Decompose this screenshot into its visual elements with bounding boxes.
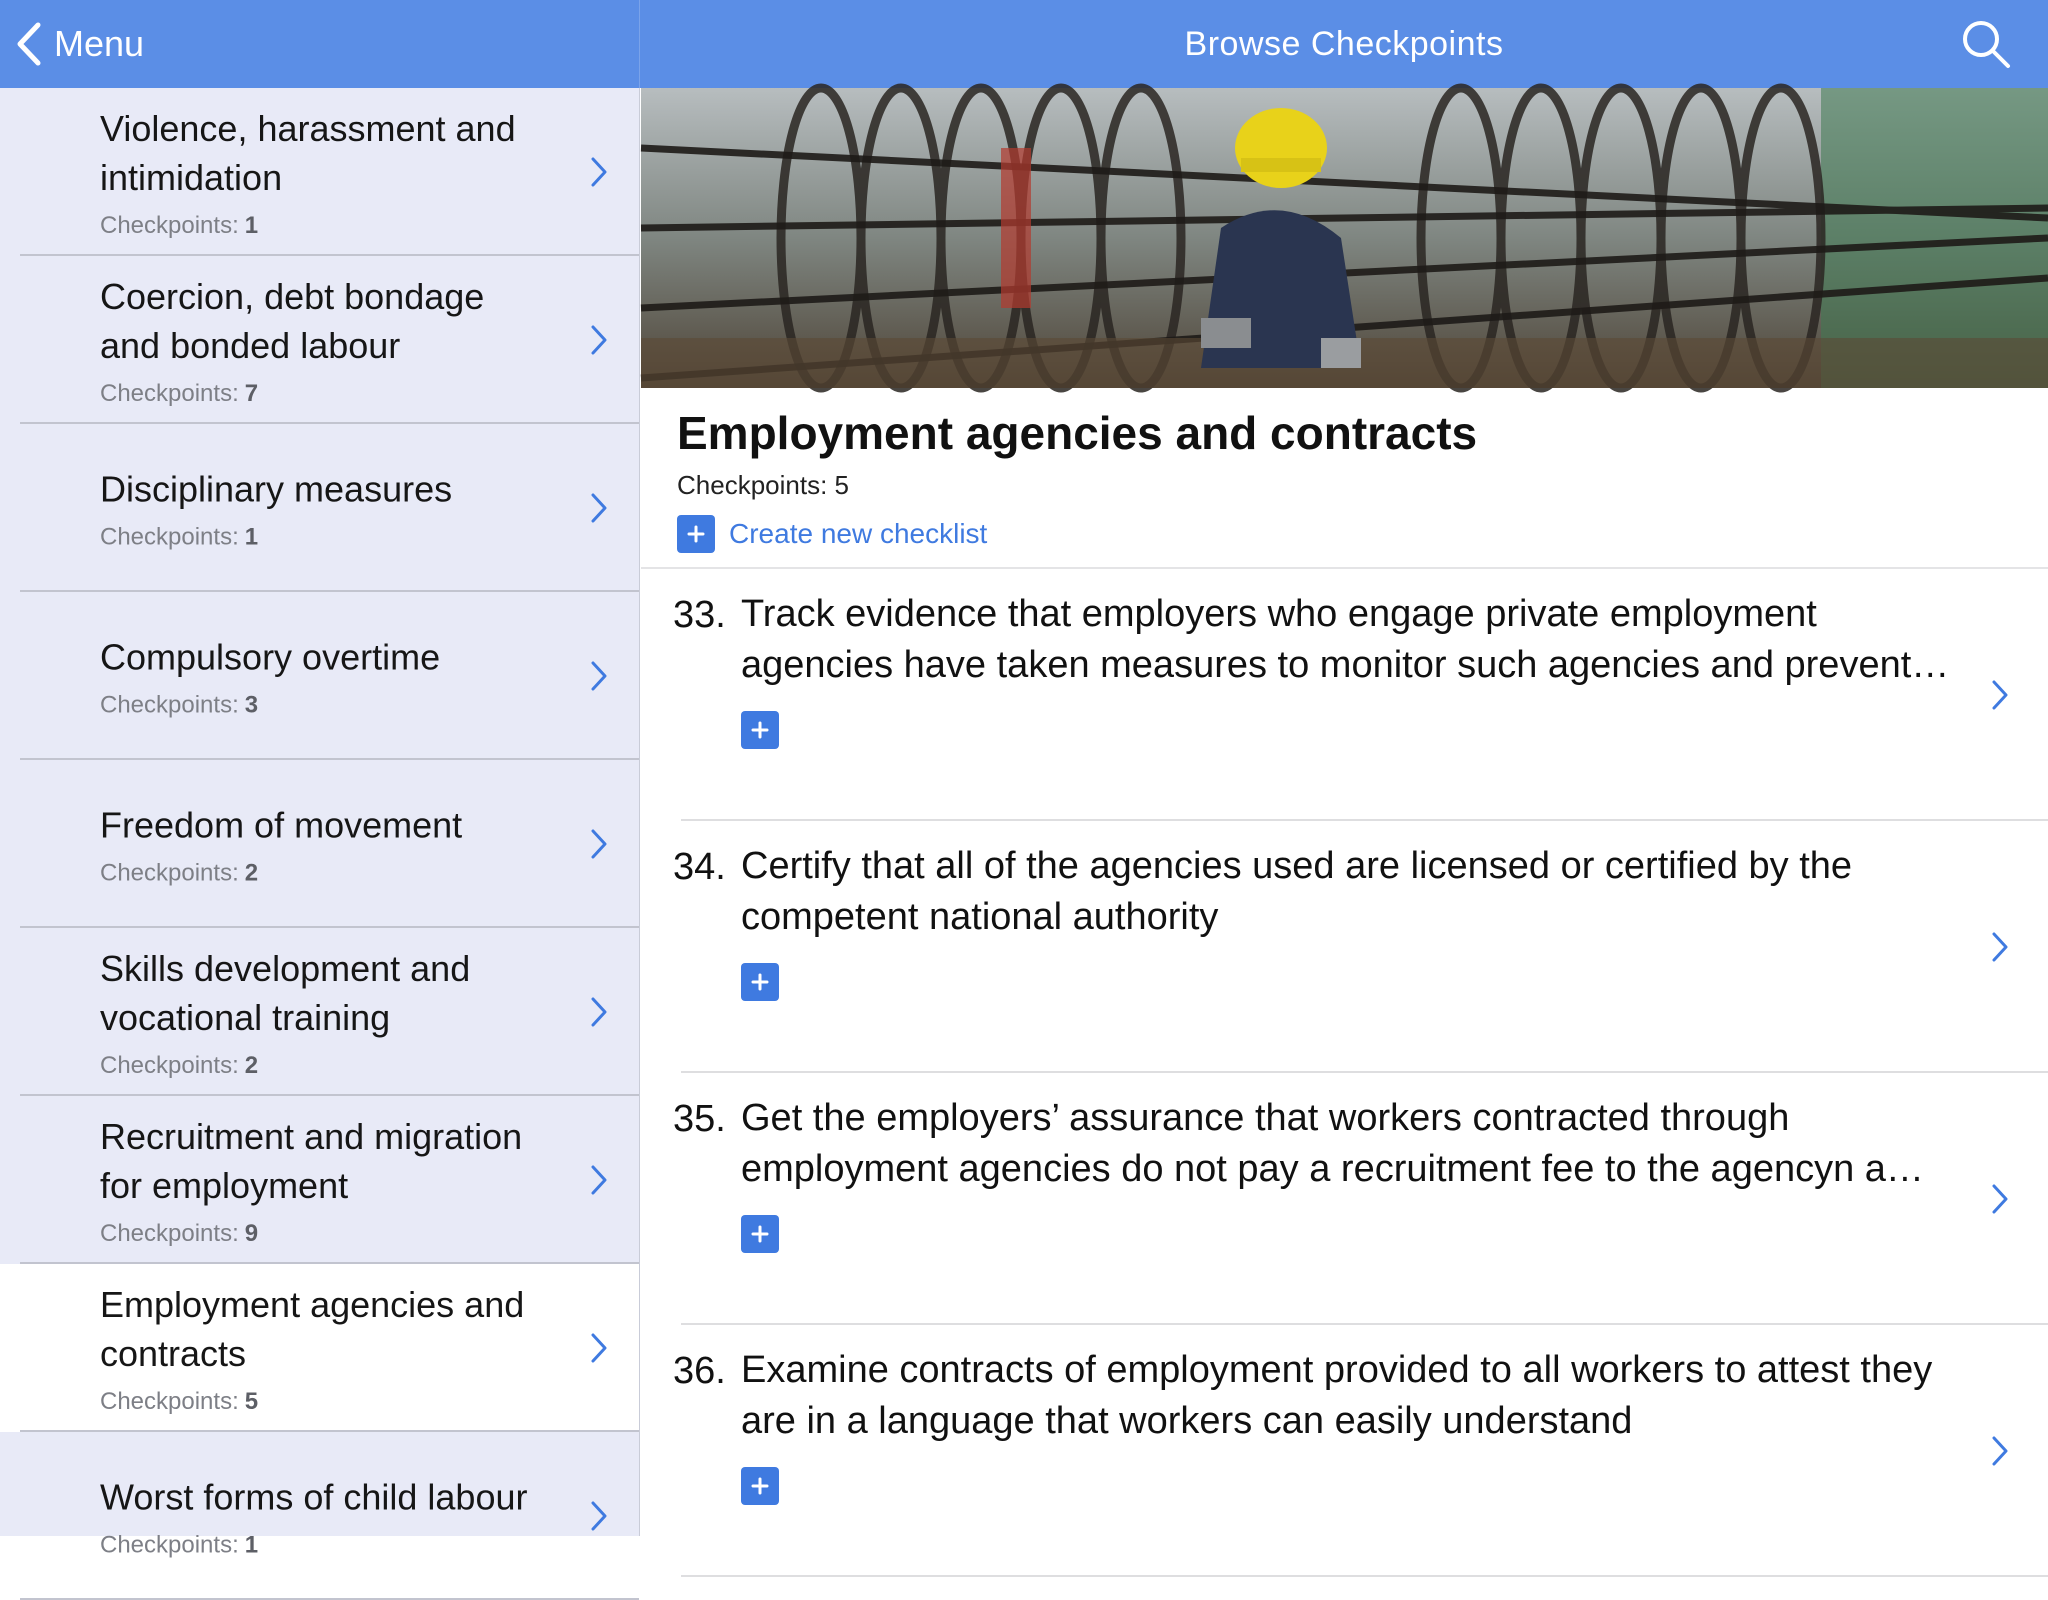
sidebar-item-meta — [100, 860, 549, 888]
checkpoint-row[interactable] — [641, 1325, 2048, 1577]
sidebar-item-text — [100, 944, 549, 1080]
checkpoint-row[interactable] — [641, 821, 2048, 1073]
checkpoint-text: Get the employers’ assurance that workers contracted through employment agencies do not pay a recruitment fee to the agencyn a… — [741, 1097, 1924, 1190]
sidebar-item-meta — [100, 1220, 549, 1248]
chevron-right-icon — [589, 323, 609, 357]
chevron-right-icon — [589, 995, 609, 1029]
chevron-right-icon — [589, 1163, 609, 1197]
sidebar-item[interactable] — [0, 424, 639, 592]
checkpoints-label: Checkpoints: — [100, 380, 239, 407]
search-icon — [1960, 18, 2012, 70]
chevron-right-icon — [1990, 1434, 2010, 1468]
checkpoint-number: 33. — [673, 594, 726, 636]
checkpoints-count: 1 — [244, 212, 259, 239]
sidebar-item[interactable] — [0, 760, 639, 928]
chevron-right-icon — [589, 659, 609, 693]
plus-icon — [677, 515, 715, 553]
navigation-bar — [0, 0, 2048, 88]
sidebar-item[interactable] — [0, 928, 639, 1096]
checkpoints-label: Checkpoints: — [100, 523, 239, 551]
category-sidebar — [0, 88, 640, 1559]
sidebar-item-text — [100, 633, 549, 720]
sidebar-item-text — [100, 465, 549, 552]
sidebar-item[interactable] — [0, 256, 639, 424]
checkpoints-count: 2 — [244, 859, 259, 887]
back-button[interactable] — [14, 16, 144, 72]
sidebar-item-title: Employment agencies and contracts — [100, 1284, 525, 1374]
checkpoint-text: Certify that all of the agencies used are licensed or certified by the competent national authority — [741, 845, 1853, 938]
checkpoint-number: 36. — [673, 1350, 726, 1392]
sidebar-item-title: Freedom of movement — [100, 804, 463, 846]
sidebar-item-text — [100, 801, 549, 888]
sidebar-item-title: Skills development and vocational training — [100, 948, 471, 1038]
checkpoint-row[interactable] — [641, 569, 2048, 821]
sidebar-item-text — [100, 1473, 549, 1560]
add-to-checklist-button[interactable] — [741, 711, 779, 749]
sidebar-item-title: Violence, harassment and intimidation — [100, 108, 516, 198]
add-to-checklist-button[interactable] — [741, 963, 779, 1001]
chevron-right-icon — [1990, 1182, 2010, 1216]
add-to-checklist-button[interactable] — [741, 1467, 779, 1505]
chevron-right-icon — [589, 1499, 609, 1533]
section-title: Employment agencies and contracts — [677, 407, 1478, 459]
chevron-left-icon — [14, 21, 44, 67]
sidebar-item-text — [100, 104, 549, 240]
checkpoint-list — [641, 569, 2048, 1577]
search-button[interactable] — [1960, 18, 2012, 70]
checkpoints-label: Checkpoints: — [100, 859, 239, 887]
checkpoints-label: Checkpoints: — [100, 1531, 239, 1559]
sidebar-item-title: Recruitment and migration for employment — [100, 1116, 523, 1206]
hero-photo-illustration — [641, 88, 2048, 388]
chevron-right-icon — [589, 155, 609, 189]
checkpoints-label: Checkpoints: — [100, 212, 239, 239]
sidebar-item-title: Compulsory overtime — [100, 636, 441, 678]
sidebar-item-title: Coercion, debt bondage and bonded labour — [100, 276, 485, 366]
section-checkpoint-count: Checkpoints: 5 — [677, 470, 849, 500]
sidebar-item[interactable] — [0, 1096, 639, 1264]
checkpoints-label: Checkpoints: — [100, 691, 239, 719]
sidebar-item-title: Worst forms of child labour — [100, 1476, 528, 1518]
sidebar-item-text — [100, 1280, 549, 1416]
sidebar-item-meta — [100, 1052, 549, 1080]
divider — [681, 1575, 2048, 1577]
checkpoints-label: Checkpoints: — [100, 1388, 239, 1415]
chevron-right-icon — [589, 491, 609, 525]
checkpoints-count: 5 — [244, 1388, 259, 1415]
plus-icon — [750, 1224, 770, 1244]
checkpoint-text: Examine contracts of employment provided to all workers to attest they are in a language that workers can easily understand — [741, 1349, 1933, 1442]
plus-icon — [750, 972, 770, 992]
sidebar-item-meta — [100, 524, 549, 552]
sidebar-item[interactable] — [0, 1432, 639, 1600]
sidebar-item[interactable] — [0, 592, 639, 760]
section-header — [641, 388, 2048, 569]
chevron-right-icon — [589, 1331, 609, 1365]
checkpoint-number: 34. — [673, 846, 726, 888]
checkpoints-count: 7 — [244, 380, 259, 407]
create-checklist-label: Create new checklist — [729, 518, 988, 549]
chevron-right-icon — [1990, 678, 2010, 712]
sidebar-item[interactable] — [0, 1264, 639, 1432]
sidebar-item-title: Disciplinary measures — [100, 468, 453, 510]
checkpoints-count: 9 — [244, 1220, 259, 1247]
back-label: Menu — [54, 23, 145, 64]
checkpoints-label: Checkpoints: — [100, 1052, 239, 1079]
checkpoints-label: Checkpoints: — [100, 1220, 239, 1247]
sidebar-item-meta — [100, 1532, 549, 1560]
hero-image — [641, 88, 2048, 388]
checkpoint-row[interactable] — [641, 1073, 2048, 1325]
sidebar-item-meta — [100, 380, 549, 408]
checkpoint-number: 35. — [673, 1098, 726, 1140]
add-to-checklist-button[interactable] — [741, 1215, 779, 1253]
sidebar-item[interactable] — [0, 88, 639, 256]
sidebar-item-meta — [100, 212, 549, 240]
checkpoints-count: 1 — [244, 523, 259, 551]
plus-icon — [750, 720, 770, 740]
sidebar-header — [0, 0, 640, 88]
checkpoint-detail — [641, 88, 2048, 1536]
sidebar-item-text — [100, 1112, 549, 1248]
plus-icon — [750, 1476, 770, 1496]
checkpoints-count: 1 — [244, 1531, 259, 1559]
checkpoints-count: 2 — [244, 1052, 259, 1079]
chevron-right-icon — [1990, 930, 2010, 964]
page-title: Browse Checkpoints — [1184, 25, 1504, 63]
create-checklist-button[interactable] — [677, 515, 2012, 553]
checkpoint-text: Track evidence that employers who engage private employment agencies have taken measures to monitor such agencies and prevent… — [741, 593, 1950, 686]
sidebar-item-meta — [100, 1388, 549, 1416]
sidebar-item-meta — [100, 692, 549, 720]
sidebar-item-text — [100, 272, 549, 408]
checkpoints-count: 3 — [244, 691, 259, 719]
chevron-right-icon — [589, 827, 609, 861]
